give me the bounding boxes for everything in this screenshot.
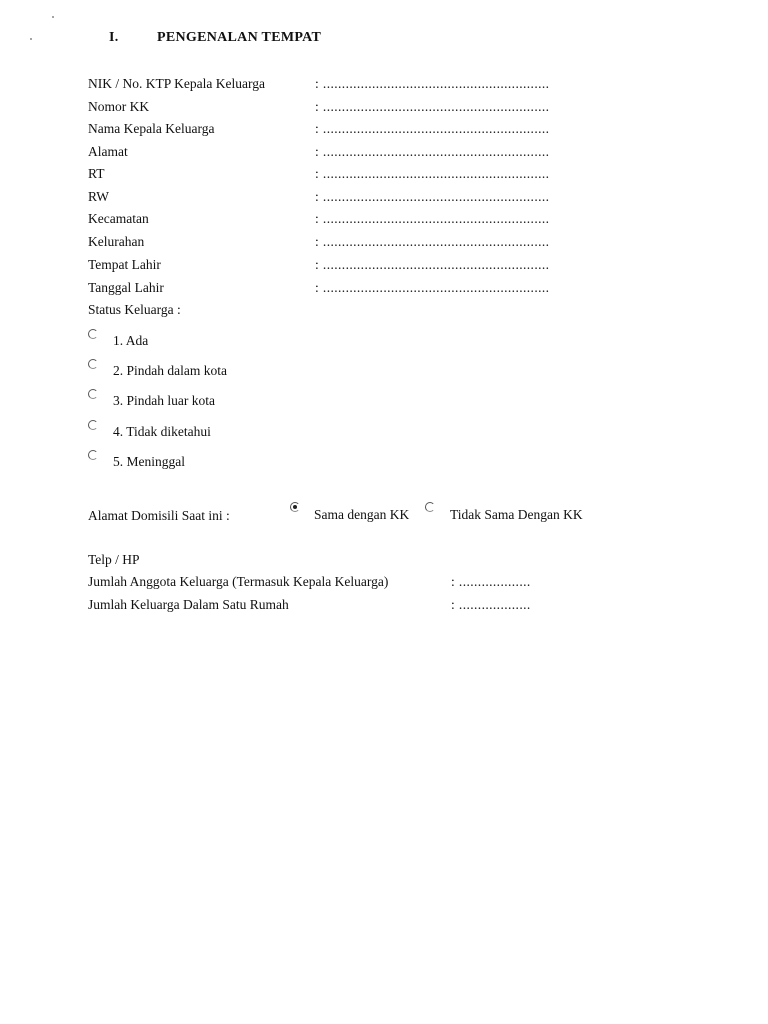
field-value[interactable]: : ............................................................ <box>315 144 550 159</box>
field-value[interactable]: : ............................................................ <box>315 257 550 272</box>
field-label: Kelurahan <box>88 234 145 249</box>
field-label: RW <box>88 189 110 204</box>
domisili-option-tidak-sama[interactable]: Tidak Sama Dengan KK <box>450 507 583 522</box>
section-title: PENGENALAN TEMPAT <box>157 30 322 45</box>
field-value[interactable]: : ............................................................ <box>315 76 550 91</box>
radio-circle-icon[interactable] <box>425 502 435 512</box>
field-label: Jumlah Keluarga Dalam Satu Rumah <box>88 597 289 612</box>
radio-label: 5. Meninggal <box>113 454 185 469</box>
field-label: Alamat <box>88 144 128 159</box>
field-tempat-lahir <box>88 257 648 277</box>
field-alamat <box>88 144 648 164</box>
field-kecamatan <box>88 211 648 231</box>
field-value[interactable]: : ............................................................ <box>315 234 550 249</box>
field-tanggal-lahir <box>88 280 648 300</box>
radio-circle-icon[interactable] <box>88 450 98 460</box>
field-label: Nama Kepala Keluarga <box>88 121 215 136</box>
field-nama-kepala-keluarga <box>88 121 648 141</box>
radio-circle-icon[interactable] <box>88 420 98 430</box>
scan-speck <box>30 38 32 40</box>
field-label: RT <box>88 166 105 181</box>
field-value[interactable]: : ............................................................ <box>315 211 550 226</box>
field-label: Nomor KK <box>88 99 150 114</box>
field-value[interactable]: : ............................................................ <box>315 280 550 295</box>
scan-speck <box>52 16 54 18</box>
field-value[interactable]: : ............................................................ <box>315 189 550 204</box>
radio-circle-icon[interactable] <box>88 389 98 399</box>
field-nik <box>88 76 648 96</box>
field-value[interactable]: : ................... <box>451 574 531 589</box>
domisili-label: Alamat Domisili Saat ini : <box>88 508 230 523</box>
radio-label: 4. Tidak diketahui <box>113 424 211 439</box>
section-number: I. <box>109 30 119 45</box>
field-label: Tempat Lahir <box>88 257 161 272</box>
radio-label: 3. Pindah luar kota <box>113 393 215 408</box>
field-value[interactable]: : ................... <box>451 597 531 612</box>
field-rw <box>88 189 648 209</box>
domisili-option-sama[interactable]: Sama dengan KK <box>314 507 410 522</box>
field-label: NIK / No. KTP Kepala Keluarga <box>88 76 265 91</box>
field-kelurahan <box>88 234 648 254</box>
radio-circle-icon[interactable] <box>88 329 98 339</box>
field-telp-hp <box>88 552 648 572</box>
radio-label: 1. Ada <box>113 333 149 348</box>
radio-label: 2. Pindah dalam kota <box>113 363 227 378</box>
field-jumlah-anggota-keluarga <box>88 574 648 594</box>
field-value[interactable]: : ............................................................ <box>315 99 550 114</box>
radio-checked-icon[interactable] <box>290 502 300 512</box>
field-label: Jumlah Anggota Keluarga (Termasuk Kepala Keluarga) <box>88 574 389 589</box>
field-label: Kecamatan <box>88 211 149 226</box>
radio-circle-icon[interactable] <box>88 359 98 369</box>
field-label: Tanggal Lahir <box>88 280 164 295</box>
field-label: Telp / HP <box>88 552 140 567</box>
field-value[interactable]: : ............................................................ <box>315 166 550 181</box>
field-rt <box>88 166 648 186</box>
field-jumlah-keluarga-satu-rumah <box>88 597 648 617</box>
status-keluarga-label: Status Keluarga : <box>88 302 181 317</box>
field-nomor-kk <box>88 99 648 119</box>
alamat-domisili-row <box>88 506 648 530</box>
field-value[interactable]: : ............................................................ <box>315 121 550 136</box>
